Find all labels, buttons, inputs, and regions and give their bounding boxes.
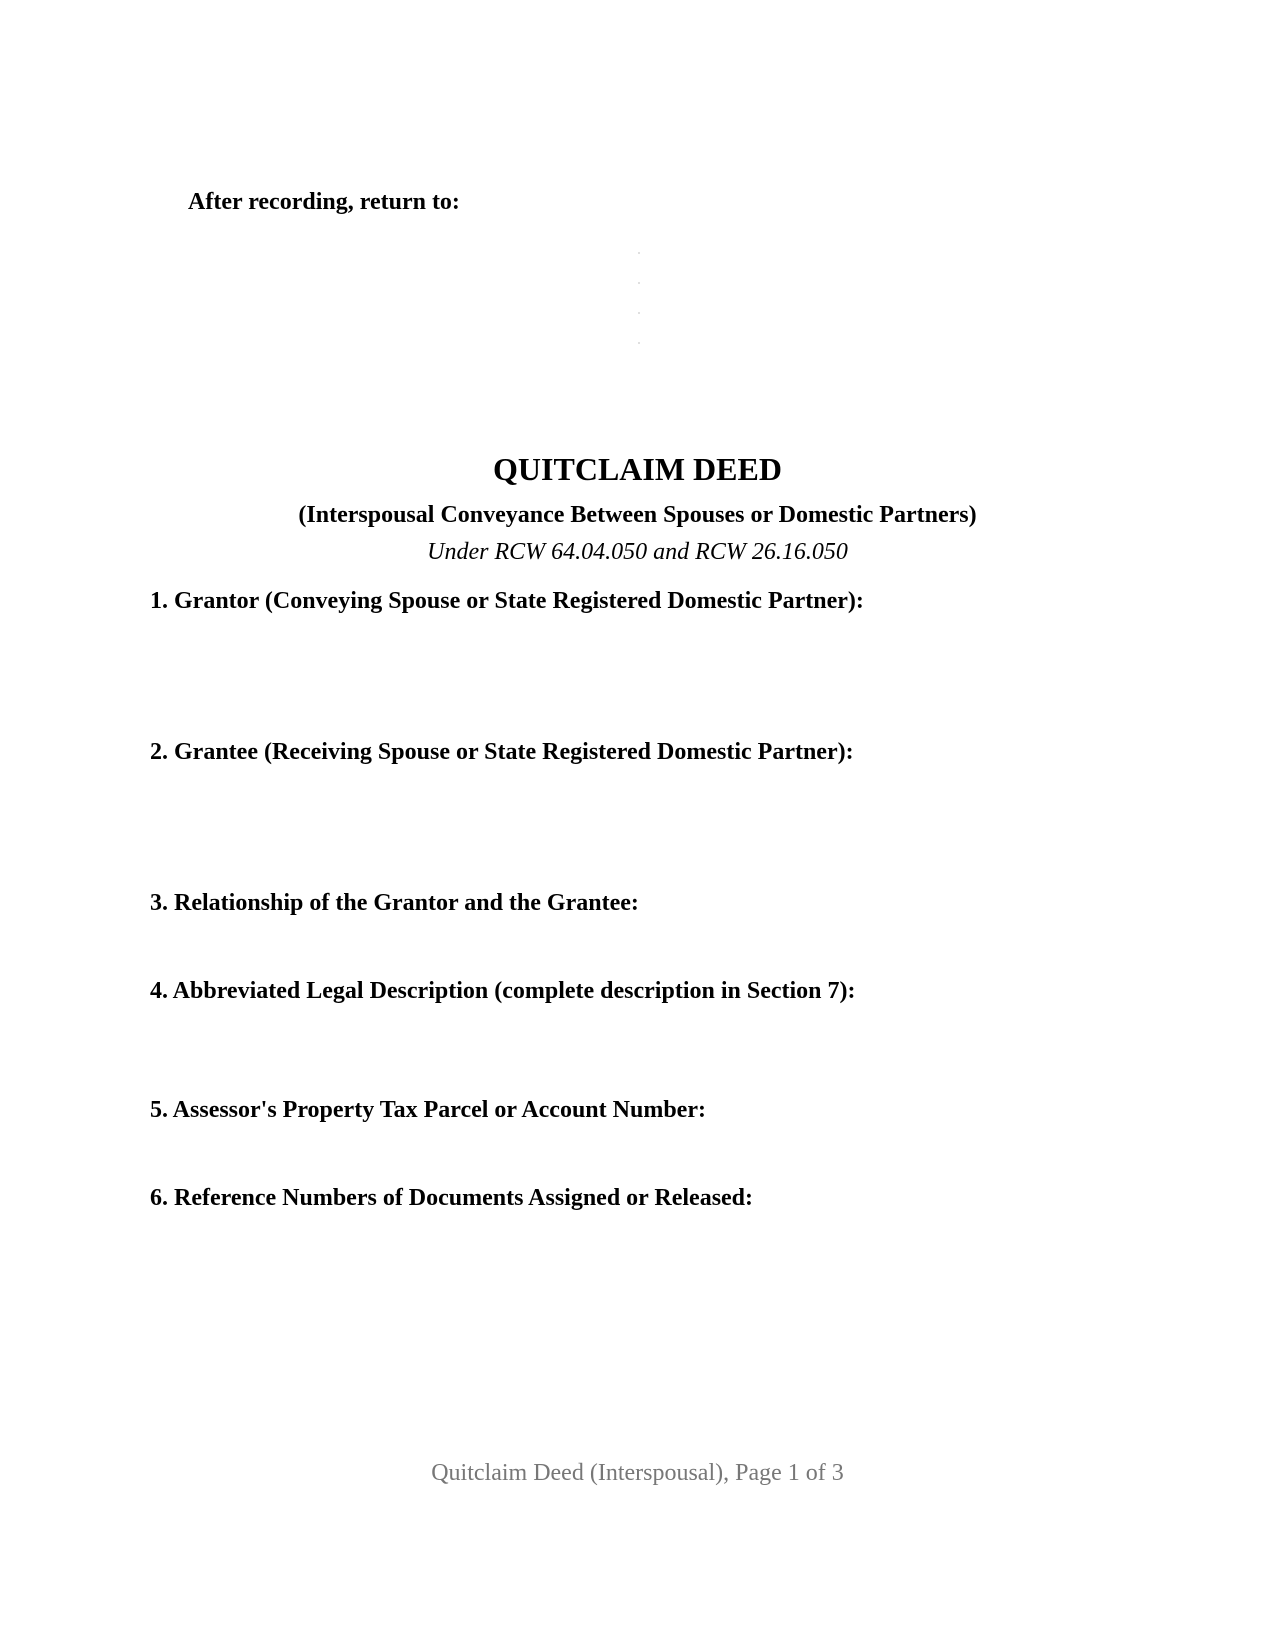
section-parcel-number: 5. Assessor's Property Tax Parcel or Account Number: xyxy=(150,1097,706,1123)
section-reference-numbers: 6. Reference Numbers of Documents Assigned or Released: xyxy=(150,1185,754,1211)
return-address-placeholder xyxy=(638,252,642,352)
document-title: QUITCLAIM DEED xyxy=(493,451,782,487)
placeholder-dot xyxy=(638,312,640,314)
section-grantee: 2. Grantee (Receiving Spouse or State Registered Domestic Partner): xyxy=(150,739,854,765)
placeholder-dot xyxy=(638,252,640,254)
section-legal-description: 4. Abbreviated Legal Description (complete description in Section 7): xyxy=(150,978,856,1004)
document-subtitle: (Interspousal Conveyance Between Spouses or Domestic Partners) xyxy=(298,502,977,528)
section-grantor: 1. Grantor (Conveying Spouse or State Registered Domestic Partner): xyxy=(150,588,864,614)
section-relationship: 3. Relationship of the Grantor and the Grantee: xyxy=(150,890,639,916)
placeholder-dot xyxy=(638,282,640,284)
statute-reference: Under RCW 64.04.050 and RCW 26.16.050 xyxy=(427,539,848,565)
page-footer: Quitclaim Deed (Interspousal), Page 1 of 3 xyxy=(431,1460,844,1486)
placeholder-dot xyxy=(638,342,640,344)
return-to-label: After recording, return to: xyxy=(188,189,460,215)
